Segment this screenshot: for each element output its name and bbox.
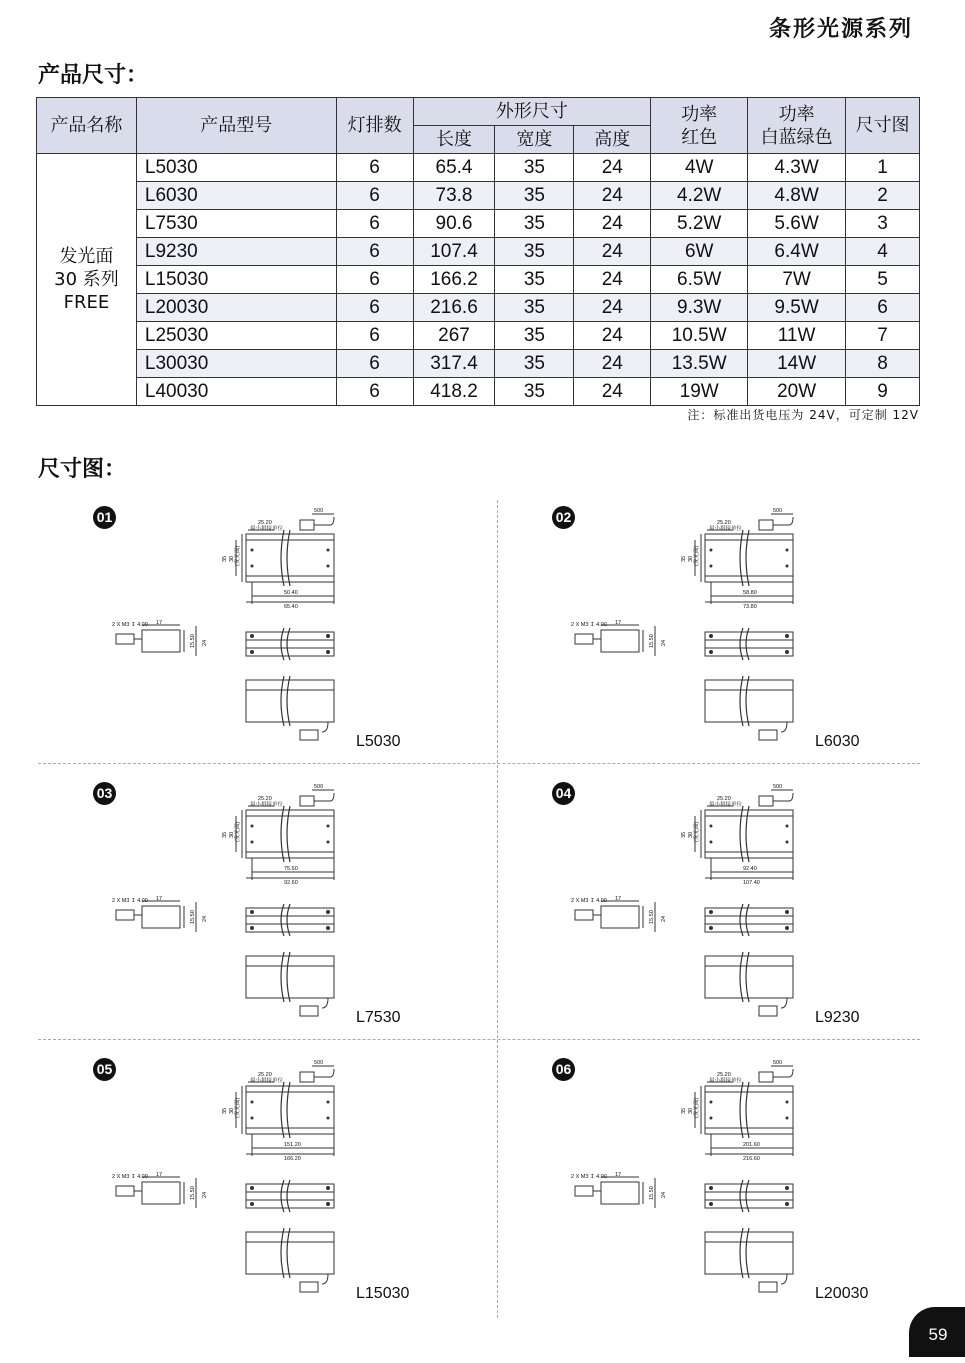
cell-power-wbg: 4.3W [748, 154, 846, 182]
dim-width-30: 30 [688, 831, 694, 838]
table-row [37, 350, 920, 378]
section-title-product-size: 产品尺寸： [38, 63, 149, 88]
dim-width-35: 35 [222, 1107, 228, 1114]
figure-badge: 05 [93, 1058, 116, 1081]
top-view-body [705, 632, 793, 656]
table-row [37, 238, 920, 266]
dim-24: 24 [661, 915, 667, 922]
front-view-body [705, 534, 793, 582]
side-view-body [601, 906, 639, 928]
bottom-connector [759, 730, 777, 740]
bottom-view-body [246, 1232, 334, 1274]
side-view-body [142, 1182, 180, 1204]
figure-badge: 01 [93, 506, 116, 529]
dim-outer-length: 92.60 [284, 880, 298, 886]
dim-15-50: 15.50 [649, 910, 655, 924]
side-view-body [142, 906, 180, 928]
dim-width-35: 35 [222, 555, 228, 562]
dim-17: 17 [615, 896, 622, 902]
cell-width: 35 [495, 322, 574, 350]
col-header-name: 产品名称 [37, 98, 137, 154]
top-view-body [246, 908, 334, 932]
dim-15-50: 15.50 [190, 1186, 196, 1200]
cell-fig: 4 [846, 238, 920, 266]
top-view-body [246, 632, 334, 656]
table-row [37, 294, 920, 322]
cell-length: 216.6 [413, 294, 495, 322]
table-row [37, 182, 920, 210]
dim-outer-length: 216.60 [743, 1156, 760, 1162]
col-header-lamp-count: 灯排数 [336, 98, 413, 154]
bottom-connector [759, 1006, 777, 1016]
cell-length: 317.4 [413, 350, 495, 378]
front-view-body [705, 810, 793, 858]
cell-power-red: 10.5W [651, 322, 748, 350]
dim-width-35: 35 [681, 831, 687, 838]
drawing-model-label: L9230 [815, 1009, 860, 1026]
bottom-connector [300, 1006, 318, 1016]
front-connector [300, 1072, 314, 1082]
bottom-view-body [246, 680, 334, 722]
side-connector [575, 1186, 593, 1196]
header-title: 条形光源系列 [768, 17, 913, 42]
col-header-width: 宽度 [495, 126, 574, 154]
table-row [37, 322, 920, 350]
dim-cable: 500 [773, 1060, 783, 1066]
grid-divider-1 [38, 763, 920, 764]
power-red-line2: 红色 [681, 126, 718, 148]
page-number: 59 [909, 1307, 965, 1357]
figure-badge: 04 [552, 782, 575, 805]
cell-power-red: 4W [651, 154, 748, 182]
drawing-cell [497, 776, 937, 1031]
drawing-model-label: L15030 [356, 1285, 410, 1302]
cell-height: 24 [574, 154, 651, 182]
dim-pitch: 25.20 [717, 520, 731, 526]
dim-outer-length: 73.80 [743, 604, 757, 610]
cell-power-wbg: 14W [748, 350, 846, 378]
cell-height: 24 [574, 182, 651, 210]
table-row [37, 266, 920, 294]
cell-model: L40030 [136, 378, 336, 406]
top-view-body [246, 1184, 334, 1208]
cell-power-wbg: 4.8W [748, 182, 846, 210]
cell-power-red: 19W [651, 378, 748, 406]
side-view-body [601, 1182, 639, 1204]
table-row [37, 154, 920, 182]
bottom-view-body [705, 956, 793, 998]
drawing-cell [497, 1052, 937, 1307]
dimension-drawing [497, 776, 937, 1031]
dim-15-50: 15.50 [190, 634, 196, 648]
table-row [37, 210, 920, 238]
figure-badge: 02 [552, 506, 575, 529]
dim-width-30: 30 [229, 555, 235, 562]
col-header-length: 长度 [413, 126, 495, 154]
cell-lamps: 6 [336, 154, 413, 182]
bottom-view-body [705, 680, 793, 722]
drawing-cell [497, 500, 937, 755]
drawing-model-label: L20030 [815, 1285, 869, 1302]
cell-length: 73.8 [413, 182, 495, 210]
power-wbg-line1: 功率 [778, 103, 815, 125]
cell-power-red: 13.5W [651, 350, 748, 378]
front-connector [759, 520, 773, 530]
side-view-body [142, 630, 180, 652]
dim-screw: 2 X M3 ↧ 4.00 [571, 1174, 607, 1180]
dim-pitch: 25.20 [258, 796, 272, 802]
cell-power-wbg: 11W [748, 322, 846, 350]
drawing-cell [38, 500, 478, 755]
dim-emit-note: (发光面) [694, 545, 700, 566]
front-connector [759, 1072, 773, 1082]
side-connector [116, 1186, 134, 1196]
front-connector [300, 520, 314, 530]
cell-model: L6030 [136, 182, 336, 210]
cell-fig: 3 [846, 210, 920, 238]
dim-pitch: 25.20 [717, 796, 731, 802]
dim-width-30: 30 [688, 1107, 694, 1114]
cell-model: L15030 [136, 266, 336, 294]
dim-cable: 500 [314, 508, 324, 514]
side-connector [116, 634, 134, 644]
cell-width: 35 [495, 154, 574, 182]
cell-width: 35 [495, 294, 574, 322]
dim-width-30: 30 [229, 1107, 235, 1114]
dim-screw: 2 X M3 ↧ 4.00 [112, 898, 148, 904]
dim-inner-length: 92.40 [743, 866, 757, 872]
cell-model: L25030 [136, 322, 336, 350]
bottom-connector [759, 1282, 777, 1292]
dim-screw: 2 X M3 ↧ 4.00 [571, 622, 607, 628]
dim-17: 17 [156, 1172, 163, 1178]
cell-power-red: 9.3W [651, 294, 748, 322]
col-header-height: 高度 [574, 126, 651, 154]
dimension-drawing [497, 500, 937, 755]
cell-height: 24 [574, 350, 651, 378]
dim-24: 24 [202, 915, 208, 922]
dim-emit-note: (发光面) [235, 545, 241, 566]
cell-lamps: 6 [336, 210, 413, 238]
drawing-model-label: L7530 [356, 1009, 401, 1026]
dim-15-50: 15.50 [190, 910, 196, 924]
dim-15-50: 15.50 [649, 1186, 655, 1200]
cell-power-red: 6W [651, 238, 748, 266]
drawing-model-label: L6030 [815, 733, 860, 750]
cell-model: L20030 [136, 294, 336, 322]
dim-inner-length: 201.60 [743, 1142, 760, 1148]
table-row [37, 378, 920, 406]
dim-width-30: 30 [688, 555, 694, 562]
dim-inner-length: 58.80 [743, 590, 757, 596]
col-header-drawing: 尺寸图 [846, 98, 920, 154]
bottom-view-body [246, 956, 334, 998]
figure-badge: 06 [552, 1058, 575, 1081]
side-connector [575, 910, 593, 920]
front-view-body [246, 534, 334, 582]
dim-24: 24 [661, 1191, 667, 1198]
dim-pitch-note: 最小拼接单位 [250, 802, 284, 808]
drawing-cell [38, 776, 478, 1031]
dim-15-50: 15.50 [649, 634, 655, 648]
front-view-body [705, 1086, 793, 1134]
section-title-drawings: 尺寸图： [38, 457, 127, 482]
cell-power-wbg: 20W [748, 378, 846, 406]
dim-pitch-note: 最小拼接单位 [709, 802, 743, 808]
spec-table [36, 97, 920, 406]
col-header-model: 产品型号 [136, 98, 336, 154]
dim-screw: 2 X M3 ↧ 4.00 [112, 1174, 148, 1180]
dim-pitch: 25.20 [258, 1072, 272, 1078]
dim-inner-length: 151.20 [284, 1142, 301, 1148]
cell-width: 35 [495, 182, 574, 210]
top-view-body [705, 908, 793, 932]
cell-lamps: 6 [336, 350, 413, 378]
dim-screw: 2 X M3 ↧ 4.00 [571, 898, 607, 904]
dim-cable: 500 [314, 784, 324, 790]
cell-power-red: 4.2W [651, 182, 748, 210]
dim-pitch-note: 最小拼接单位 [250, 1078, 284, 1084]
dim-outer-length: 107.40 [743, 880, 760, 886]
front-view-body [246, 810, 334, 858]
grid-divider-2 [38, 1039, 920, 1040]
cell-lamps: 6 [336, 182, 413, 210]
dim-outer-length: 65.40 [284, 604, 298, 610]
dim-emit-note: (发光面) [235, 1097, 241, 1118]
dim-17: 17 [615, 1172, 622, 1178]
dim-pitch-note: 最小拼接单位 [709, 526, 743, 532]
dim-pitch: 25.20 [258, 520, 272, 526]
series-line1: 发光面 [59, 246, 114, 267]
dim-cable: 500 [314, 1060, 324, 1066]
front-connector [759, 796, 773, 806]
cell-fig: 9 [846, 378, 920, 406]
dimension-drawing [38, 776, 478, 1031]
cell-fig: 2 [846, 182, 920, 210]
cell-length: 166.2 [413, 266, 495, 294]
cell-width: 35 [495, 266, 574, 294]
col-header-outer-size: 外形尺寸 [413, 98, 651, 126]
series-cell [37, 154, 137, 406]
cell-length: 267 [413, 322, 495, 350]
dim-inner-length: 50.40 [284, 590, 298, 596]
voltage-note: 注：标准出货电压为 24V，可定制 12V [687, 408, 919, 422]
series-line3: FREE [63, 292, 110, 313]
dim-emit-note: (发光面) [694, 1097, 700, 1118]
cell-length: 418.2 [413, 378, 495, 406]
drawing-cell [38, 1052, 478, 1307]
cell-power-red: 6.5W [651, 266, 748, 294]
cell-fig: 7 [846, 322, 920, 350]
dim-17: 17 [156, 896, 163, 902]
power-wbg-line2: 白蓝绿色 [760, 126, 833, 148]
cell-model: L5030 [136, 154, 336, 182]
dim-inner-length: 75.60 [284, 866, 298, 872]
cell-lamps: 6 [336, 322, 413, 350]
dim-emit-note: (发光面) [694, 821, 700, 842]
dim-17: 17 [156, 620, 163, 626]
dim-emit-note: (发光面) [235, 821, 241, 842]
dim-width-35: 35 [681, 555, 687, 562]
cell-height: 24 [574, 238, 651, 266]
dim-pitch: 25.20 [717, 1072, 731, 1078]
dim-24: 24 [202, 639, 208, 646]
cell-power-wbg: 9.5W [748, 294, 846, 322]
cell-power-red: 5.2W [651, 210, 748, 238]
cell-height: 24 [574, 322, 651, 350]
cell-power-wbg: 7W [748, 266, 846, 294]
front-view-body [246, 1086, 334, 1134]
drawing-model-label: L5030 [356, 733, 401, 750]
cell-power-wbg: 6.4W [748, 238, 846, 266]
dim-17: 17 [615, 620, 622, 626]
cell-lamps: 6 [336, 378, 413, 406]
cell-height: 24 [574, 378, 651, 406]
dim-width-35: 35 [222, 831, 228, 838]
bottom-connector [300, 1282, 318, 1292]
cell-width: 35 [495, 238, 574, 266]
cell-lamps: 6 [336, 238, 413, 266]
side-connector [116, 910, 134, 920]
side-connector [575, 634, 593, 644]
col-header-power-wbg [748, 98, 846, 154]
dimension-drawing [38, 500, 478, 755]
dim-cable: 500 [773, 508, 783, 514]
cell-lamps: 6 [336, 294, 413, 322]
cell-lamps: 6 [336, 266, 413, 294]
cell-fig: 6 [846, 294, 920, 322]
cell-length: 90.6 [413, 210, 495, 238]
cell-width: 35 [495, 210, 574, 238]
power-red-line1: 功率 [681, 103, 718, 125]
cell-height: 24 [574, 210, 651, 238]
cell-length: 107.4 [413, 238, 495, 266]
cell-fig: 1 [846, 154, 920, 182]
dim-screw: 2 X M3 ↧ 4.00 [112, 622, 148, 628]
top-view-body [705, 1184, 793, 1208]
cell-model: L30030 [136, 350, 336, 378]
cell-length: 65.4 [413, 154, 495, 182]
dim-24: 24 [202, 1191, 208, 1198]
series-line2: 30 系列 [54, 269, 119, 290]
bottom-connector [300, 730, 318, 740]
dimension-drawing [497, 1052, 937, 1307]
dim-width-35: 35 [681, 1107, 687, 1114]
col-header-power-red [651, 98, 748, 154]
front-connector [300, 796, 314, 806]
dim-pitch-note: 最小拼接单位 [709, 1078, 743, 1084]
cell-power-wbg: 5.6W [748, 210, 846, 238]
dimension-drawing [38, 1052, 478, 1307]
cell-model: L9230 [136, 238, 336, 266]
figure-badge: 03 [93, 782, 116, 805]
dim-outer-length: 166.20 [284, 1156, 301, 1162]
side-view-body [601, 630, 639, 652]
dim-cable: 500 [773, 784, 783, 790]
cell-width: 35 [495, 350, 574, 378]
cell-width: 35 [495, 378, 574, 406]
cell-fig: 5 [846, 266, 920, 294]
cell-height: 24 [574, 294, 651, 322]
cell-height: 24 [574, 266, 651, 294]
dim-24: 24 [661, 639, 667, 646]
cell-model: L7530 [136, 210, 336, 238]
cell-fig: 8 [846, 350, 920, 378]
bottom-view-body [705, 1232, 793, 1274]
dim-pitch-note: 最小拼接单位 [250, 526, 284, 532]
dim-width-30: 30 [229, 831, 235, 838]
